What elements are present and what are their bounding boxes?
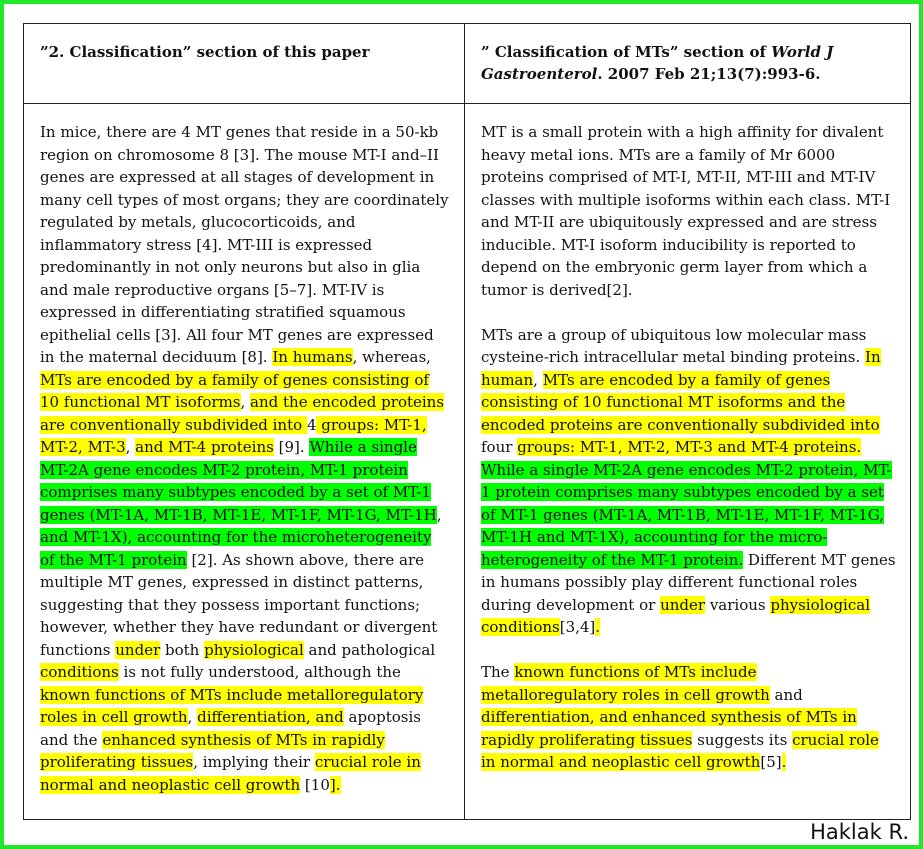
highlight-yellow: and the encoded proteins are conventionally subdivided into [40, 393, 445, 434]
right-header-prefix: ” Classification of MTs” section of [481, 43, 772, 61]
highlight-green: While a single MT-2A gene encodes MT-2 protein, MT-1 protein comprises many subtypes encoded by a set of MT-1 genes (MT-1A, MT-1B, MT-1E, MT-1F, MT-1G, MT-1H [40, 438, 437, 524]
highlight-yellow: In humans [272, 348, 353, 366]
highlight-yellow: . [781, 753, 787, 771]
right-body [465, 104, 911, 820]
text-run: is not fully understood, although the [118, 663, 401, 681]
right-header [465, 24, 911, 104]
highlight-yellow: In human [481, 348, 881, 389]
text-run: , implying their [193, 753, 315, 771]
text-run: In mice, there are 4 MT genes that reside in a 50-kb region on chromosome 8 [3]. The mouse MT-I and–II genes are expressed at all stages of development in many cell types of most organs; they are coordinately regulated by metals, glucocorticoids, and inflammatory stress [4]. MT-III is expressed predominantly in not only neurons but also in glia and male reproductive organs [5–7]. MT-IV is expressed in differentiating stratified squamous epithelial cells [3]. All four MT genes are expressed in the maternal deciduum [8]. [40, 123, 449, 366]
text-run: 4 [306, 415, 317, 434]
right-header-suffix: . 2007 Feb 21;13(7):993-6. [597, 65, 821, 83]
text-run: [10 [300, 775, 330, 794]
text-run: and [769, 685, 803, 704]
right-paragraph [481, 324, 896, 639]
left-header-text: ”2. Classification” section of this paper [40, 43, 370, 61]
text-run: The [481, 663, 515, 681]
highlight-yellow: groups: MT-1, MT-2, MT-3 and MT-4 proteins. [517, 438, 862, 456]
text-run: , [436, 505, 442, 524]
highlight-yellow: enhanced synthesis of MTs in rapidly proliferating tissues [40, 730, 385, 771]
text-run: and pathological [303, 640, 436, 659]
body-row [24, 104, 911, 820]
text-run: , whereas, [352, 348, 431, 366]
highlight-yellow: under [660, 595, 706, 614]
highlight-yellow: known functions of MTs include metalloregulatory roles in cell growth [481, 663, 770, 704]
text-run: apoptosis and the [40, 708, 421, 749]
text-run: [2]. As shown above, there are multiple MT genes, expressed in distinct patterns, suggesting that they possess important functions; however, whether they have redundant or divergent functions [40, 550, 438, 659]
header-row [24, 24, 911, 104]
text-run: , [125, 438, 136, 456]
highlight-yellow: known functions of MTs include metalloregulatory roles in cell growth [40, 685, 424, 726]
highlight-yellow: groups: MT-1, MT-2, MT-3 [40, 415, 427, 456]
text-run: , [533, 370, 543, 389]
highlight-yellow: differentiation, and enhanced synthesis of MTs in rapidly proliferating tissues [481, 708, 857, 749]
right-header-journal: World J Gastroenterol [481, 43, 834, 83]
right-paragraph [481, 661, 896, 774]
left-paragraph [40, 121, 450, 796]
highlight-green: and MT-1X), accounting for the microheterogeneity of the MT-1 protein [40, 528, 432, 569]
left-body [24, 104, 465, 820]
highlight-yellow: physiological [204, 640, 304, 659]
text-run: Different MT genes in humans possibly play different functional roles during development or [481, 550, 896, 614]
highlight-yellow: physiological conditions [481, 595, 870, 636]
right-paragraph [481, 121, 896, 301]
highlight-yellow: and MT-4 proteins [135, 438, 274, 456]
highlight-yellow: . [595, 618, 601, 636]
highlight-yellow: conditions [40, 663, 119, 681]
highlight-yellow: ]. [329, 775, 341, 794]
highlight-yellow: MTs are encoded by a family of genes consisting of 10 functional MT isoforms [40, 370, 429, 411]
text-run: MTs are a group of ubiquitous low molecular mass cysteine-rich intracellular metal binding proteins. [481, 325, 867, 366]
text-run: four [481, 438, 518, 456]
highlight-yellow: under [115, 640, 161, 659]
highlight-yellow: crucial role in normal and neoplastic cell growth [481, 730, 879, 771]
text-run: both [160, 640, 205, 659]
text-run: [9]. [273, 438, 310, 456]
text-run: , [187, 708, 198, 726]
text-run: [3,4] [559, 618, 596, 636]
text-run: MT is a small protein with a high affinity for divalent heavy metal ions. MTs are a family of Mr 6000 proteins comprised of MT-I, MT-II, MT-III and MT-IV classes with multiple isoforms within each class. MT-I and MT-II are ubiquitously expressed and are stress inducible. MT-I isoform inducibility is reported to depend on the embryonic germ layer from which a tumor is derived[2]. [481, 123, 891, 299]
comparison-table [23, 23, 911, 820]
highlight-yellow: crucial role in normal and neoplastic cell growth [40, 753, 421, 794]
signature: Haklak R. [810, 820, 909, 844]
text-run: [5] [760, 753, 782, 771]
highlight-yellow: MTs are encoded by a family of genes consisting of 10 functional MT isoforms and the encoded proteins are conventionally subdivided into [481, 370, 880, 434]
highlight-green: While a single MT-2A gene encodes MT-2 protein, MT-1 protein comprises many subtypes encoded by a set of MT-1 genes (MT-1A, MT-1B, MT-1E, MT-1F, MT-1G, MT-1H and MT-1X), accounting for the micro-heterogeneity of the MT-1 protein. [481, 460, 892, 569]
text-run: suggests its [692, 730, 793, 749]
text-run: , [240, 393, 251, 411]
highlight-yellow: differentiation, and [197, 708, 344, 726]
left-header [24, 24, 465, 104]
text-run: various [705, 595, 771, 614]
